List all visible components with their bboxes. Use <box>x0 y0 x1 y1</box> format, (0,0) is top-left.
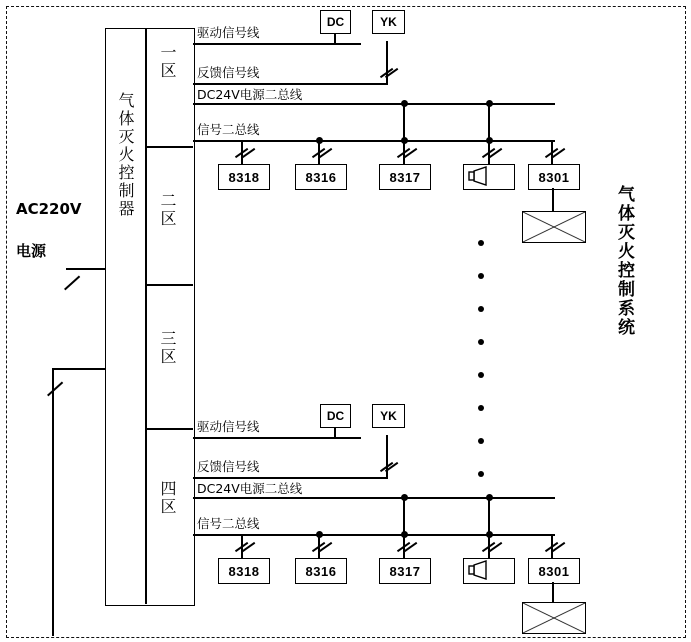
continuation-dot <box>478 372 484 378</box>
continuation-dot <box>478 405 484 411</box>
zone-label-1: 一区 <box>158 44 177 80</box>
zone-label-3: 三区 <box>158 330 177 366</box>
dc24v-power-bus-top <box>193 103 555 105</box>
horn-icon <box>464 559 512 581</box>
horn-icon <box>464 165 512 187</box>
zone-divider-2 <box>145 284 193 286</box>
yk-module-top[interactable]: YK <box>372 10 405 34</box>
feedback-riser-top <box>386 41 388 84</box>
zone-divider-3 <box>145 428 193 430</box>
ac220v-label: AC220V <box>16 200 82 218</box>
device-8316-top[interactable]: 8316 <box>295 164 347 190</box>
gas-bottle-bottom <box>522 602 586 634</box>
zone-divider-1 <box>145 146 193 148</box>
device-8318-bottom[interactable]: 8318 <box>218 558 270 584</box>
zone-label-2: 二区 <box>158 192 177 228</box>
signal-bus-top <box>193 140 555 142</box>
horn-device-bottom[interactable] <box>463 558 515 584</box>
device-8316-bottom[interactable]: 8316 <box>295 558 347 584</box>
earth-wire-vertical <box>52 368 54 636</box>
continuation-dot <box>478 240 484 246</box>
horn-device-top[interactable] <box>463 164 515 190</box>
drive-signal-label-bottom: 驱动信号线 <box>197 419 260 434</box>
signal-bus-label-top: 信号二总线 <box>197 122 260 137</box>
dc24v-power-bus-bottom <box>193 497 555 499</box>
gas-bottle-top <box>522 211 586 243</box>
continuation-dot <box>478 339 484 345</box>
signal-bus-label-bottom: 信号二总线 <box>197 516 260 531</box>
dc-module-top[interactable]: DC <box>320 10 351 34</box>
feedback-riser-bottom <box>386 435 388 478</box>
device-8301-bottom[interactable]: 8301 <box>528 558 580 584</box>
dc24v-power-label-top: DC24V电源二总线 <box>197 87 303 102</box>
signal-bus-bottom <box>193 534 555 536</box>
device-8317-top[interactable]: 8317 <box>379 164 431 190</box>
zone-label-4: 四区 <box>158 480 177 516</box>
drive-signal-line-bottom <box>193 437 361 439</box>
continuation-dot <box>478 471 484 477</box>
feedback-signal-label-bottom: 反馈信号线 <box>197 459 260 474</box>
bottle-link-top <box>552 188 554 211</box>
earth-wire-horizontal <box>52 368 106 370</box>
ac220v-wire-h <box>66 268 106 270</box>
zone-column-divider <box>145 28 147 604</box>
dc24v-power-label-bottom: DC24V电源二总线 <box>197 481 303 496</box>
device-8301-top[interactable]: 8301 <box>528 164 580 190</box>
device-8317-bottom[interactable]: 8317 <box>379 558 431 584</box>
system-title: 气体灭火控制系统 <box>614 185 634 337</box>
power-source-label: 电源 <box>16 242 47 260</box>
continuation-dot <box>478 306 484 312</box>
drive-signal-label-top: 驱动信号线 <box>197 25 260 40</box>
bottle-link-bottom <box>552 582 554 602</box>
feedback-signal-label-top: 反馈信号线 <box>197 65 260 80</box>
continuation-dot <box>478 273 484 279</box>
controller-label: 气体灭火控制器 <box>116 92 135 218</box>
drive-signal-line-top <box>193 43 361 45</box>
continuation-dot <box>478 438 484 444</box>
dc-module-bottom[interactable]: DC <box>320 404 351 428</box>
device-8318-top[interactable]: 8318 <box>218 164 270 190</box>
yk-module-bottom[interactable]: YK <box>372 404 405 428</box>
